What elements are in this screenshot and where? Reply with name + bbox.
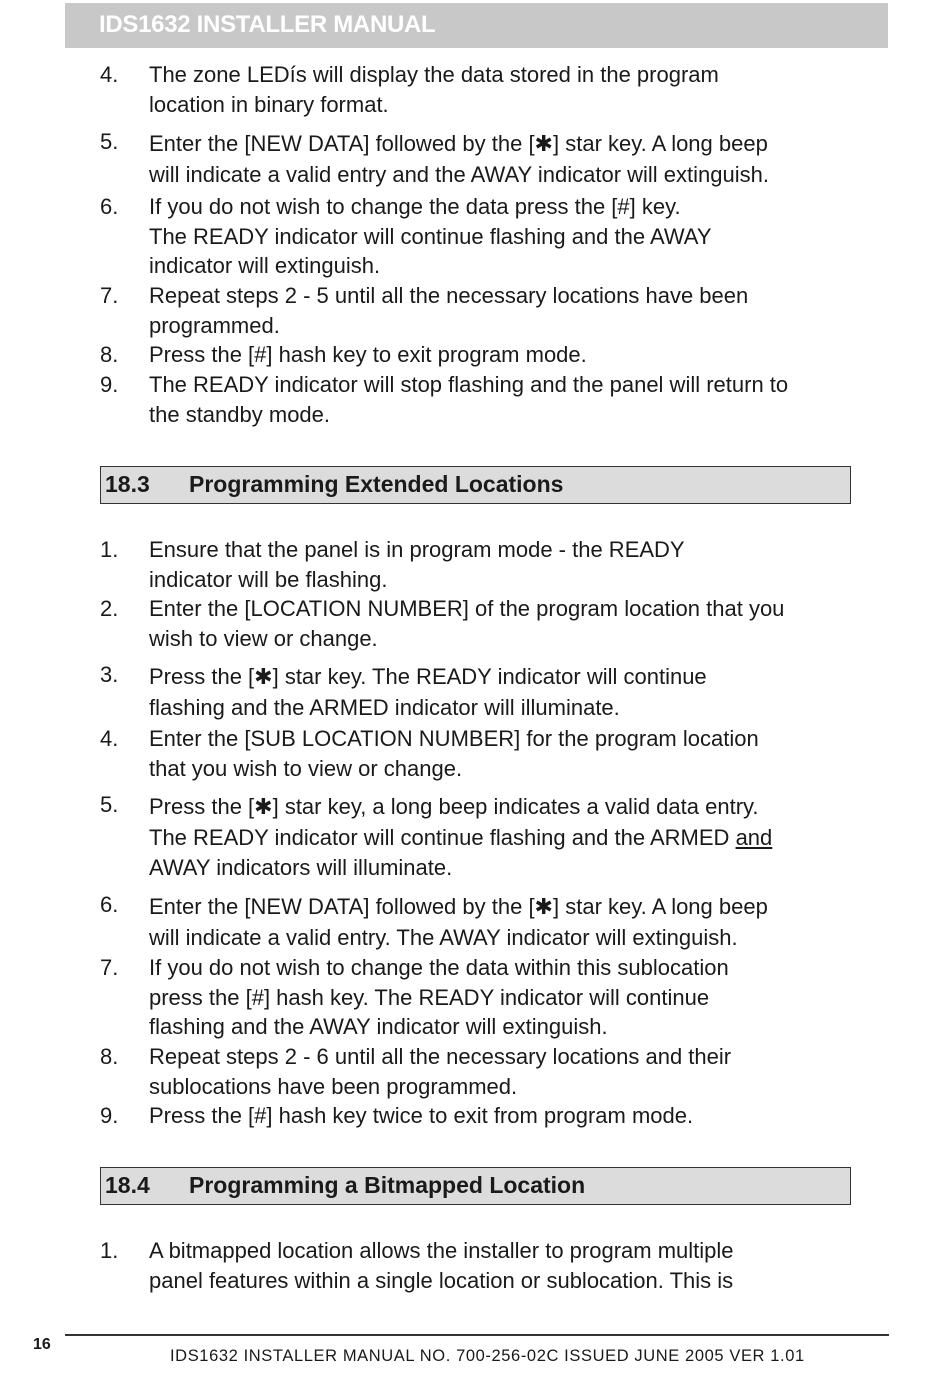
step-text: sublocations have been programmed.: [149, 1073, 518, 1099]
section-heading-18-4: [100, 1167, 851, 1205]
step-text: Repeat steps 2 - 5 until all the necessary locations have been: [149, 283, 749, 308]
step-text: Enter the [SUB LOCATION NUMBER] for the program location: [149, 726, 759, 751]
step-number: 9.: [100, 372, 119, 397]
step-text: A bitmapped location allows the installer to program multiple: [149, 1238, 734, 1263]
step-text-line: [149, 823, 859, 853]
step-text: Enter the [LOCATION NUMBER] of the program location that you: [149, 596, 785, 621]
step-number: 3.: [100, 662, 119, 687]
step-text: will indicate a valid entry. The AWAY indicator will extinguish.: [149, 925, 738, 950]
section-number: 18.4: [105, 1172, 150, 1198]
step-text: Enter the [NEW DATA] followed by the [✱] star key. A long beep: [149, 131, 768, 156]
step-text: AWAY indicators will illuminate.: [149, 854, 453, 880]
step-text: Press the [✱] star key. The READY indicator will continue: [149, 664, 707, 689]
step-number: 6.: [100, 194, 119, 219]
step-number: 7.: [100, 283, 119, 308]
manual-title: IDS1632 INSTALLER MANUAL: [99, 11, 436, 38]
step-text: The READY indicator will continue flashing and the AWAY: [149, 223, 712, 249]
step-number: 1.: [100, 537, 119, 562]
step-text: the standby mode.: [149, 401, 331, 427]
step-text: Ensure that the panel is in program mode - the READY: [149, 537, 685, 562]
section-title: Programming a Bitmapped Location: [189, 1172, 586, 1198]
step-number: 9.: [100, 1103, 119, 1128]
step-text: indicator will extinguish.: [149, 253, 381, 278]
step-text: flashing and the AWAY indicator will extinguish.: [149, 1014, 608, 1039]
step-number: 8.: [100, 1044, 119, 1069]
step-number: 5.: [100, 129, 119, 154]
header-bar: [65, 3, 888, 48]
step-text: press the [#] hash key. The READY indicator will continue: [149, 984, 710, 1010]
step-number: 6.: [100, 892, 119, 917]
underlined-word: and: [735, 825, 773, 850]
step-number: 4.: [100, 726, 119, 751]
step-text: Press the [#] hash key to exit program mode.: [149, 342, 587, 367]
footer-divider: [65, 1334, 889, 1336]
step-text: Press the [#] hash key twice to exit from program mode.: [149, 1103, 694, 1128]
step-text: indicator will be flashing.: [149, 566, 388, 592]
page-number: 16: [33, 1336, 51, 1353]
step-text: The READY indicator will stop flashing and the panel will return to: [149, 372, 789, 397]
step-number: 2.: [100, 596, 119, 621]
section-heading-18-3: [100, 466, 851, 504]
step-text: The READY indicator will continue flashing and the ARMED: [149, 825, 736, 850]
step-text: If you do not wish to change the data press the [#] key.: [149, 194, 681, 219]
step-text: programmed.: [149, 312, 280, 338]
step-text: panel features within a single location or sublocation. This is: [149, 1267, 734, 1293]
step-text: If you do not wish to change the data within this sublocation: [149, 955, 729, 980]
step-text: The zone LEDís will display the data stored in the program: [149, 62, 719, 87]
step-text: Enter the [NEW DATA] followed by the [✱] star key. A long beep: [149, 894, 768, 919]
step-text: flashing and the ARMED indicator will illuminate.: [149, 695, 620, 720]
section-title: Programming Extended Locations: [189, 471, 564, 497]
section-number: 18.3: [105, 471, 150, 497]
step-text: location in binary format.: [149, 91, 389, 117]
step-text: Repeat steps 2 - 6 until all the necessary locations and their: [149, 1044, 732, 1069]
step-number: 4.: [100, 62, 119, 87]
step-text: will indicate a valid entry and the AWAY indicator will extinguish.: [149, 162, 769, 187]
step-number: 5.: [100, 792, 119, 817]
step-number: 7.: [100, 955, 119, 980]
step-number: 8.: [100, 342, 119, 367]
step-text: Press the [✱] star key, a long beep indicates a valid data entry.: [149, 794, 759, 819]
step-number: 1.: [100, 1238, 119, 1263]
footer-document-info: IDS1632 INSTALLER MANUAL NO. 700-256-02C ISSUED JUNE 2005 VER 1.01: [170, 1347, 805, 1365]
step-text: that you wish to view or change.: [149, 755, 463, 781]
step-text: wish to view or change.: [149, 625, 378, 651]
